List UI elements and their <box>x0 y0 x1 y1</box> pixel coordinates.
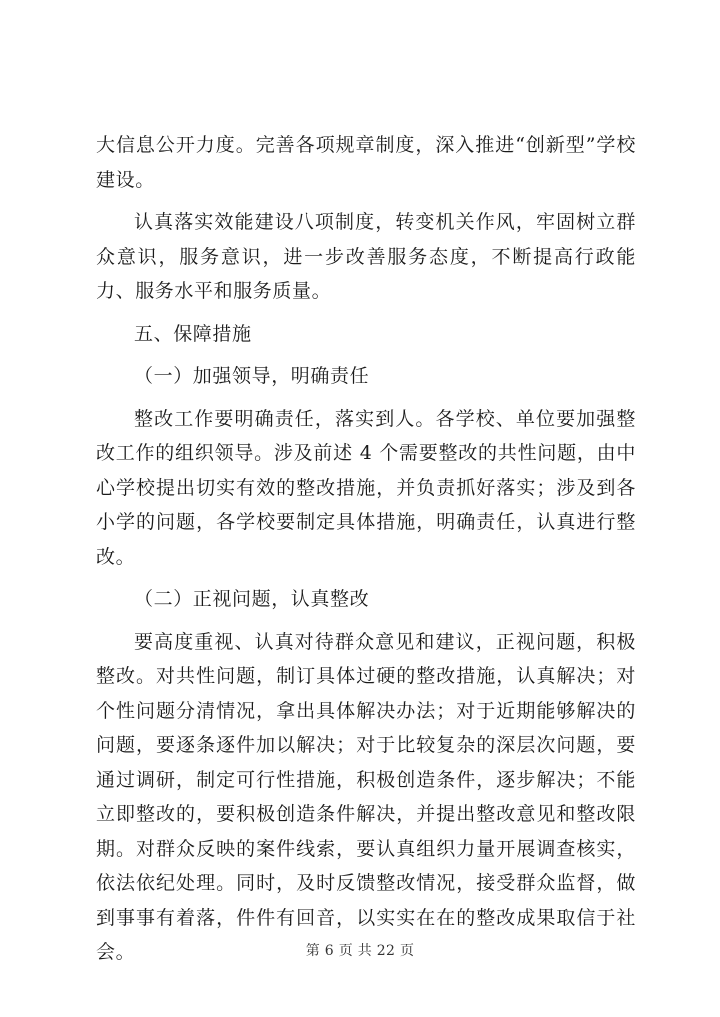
subsection-heading-rectification: （二）正视问题，认真整改 <box>134 588 370 610</box>
document-body <box>96 128 636 978</box>
paragraph-efficiency: 认真落实效能建设八项制度，转变机关作风，牢固树立群众意识，服务意识，进一步改善服务态度，不断提高行政能力、服务水平和服务质量。 <box>96 211 636 302</box>
section-heading-safeguards: 五、保障措施 <box>134 322 252 345</box>
paragraph-responsibility: 整改工作要明确责任，落实到人。各学校、单位要加强整改工作的组织领导。涉及前述 4 个需要整改的共性问题，由中心学校提出切实有效的整改措施，并负责抓好落实；涉及到各小学的问题，各学校要制定具体措施，明确责任，认真进行整改。 <box>96 407 636 568</box>
paragraph-rectification: 要高度重视、认真对待群众意见和建议，正视问题，积极整改。对共性问题，制订具体过硬的整改措施，认真解决；对个性问题分清情况，拿出具体解决办法；对于近期能够解决的问题，要逐条逐件加以解决；对于比较复杂的深层次问题，要通过调研，制定可行性措施，积极创造条件，逐步解决；不能立即整改的，要积极创造条件解决，并提出整改意见和整改限期。对群众反映的案件线索，要认真组织力量开展调查核实，依法依纪处理。同时，及时反馈整改情况，接受群众监督，做到事事有着落，件件有回音，以实实在在的整改成果取信于社会。 <box>96 630 636 963</box>
paragraph-continuation: 大信息公开力度。完善各项规章制度，深入推进“创新型”学校建设。 <box>96 134 636 191</box>
page-number-footer: 第 6 页 共 22 页 <box>305 943 415 959</box>
subsection-heading-leadership: （一）加强领导，明确责任 <box>134 365 370 387</box>
